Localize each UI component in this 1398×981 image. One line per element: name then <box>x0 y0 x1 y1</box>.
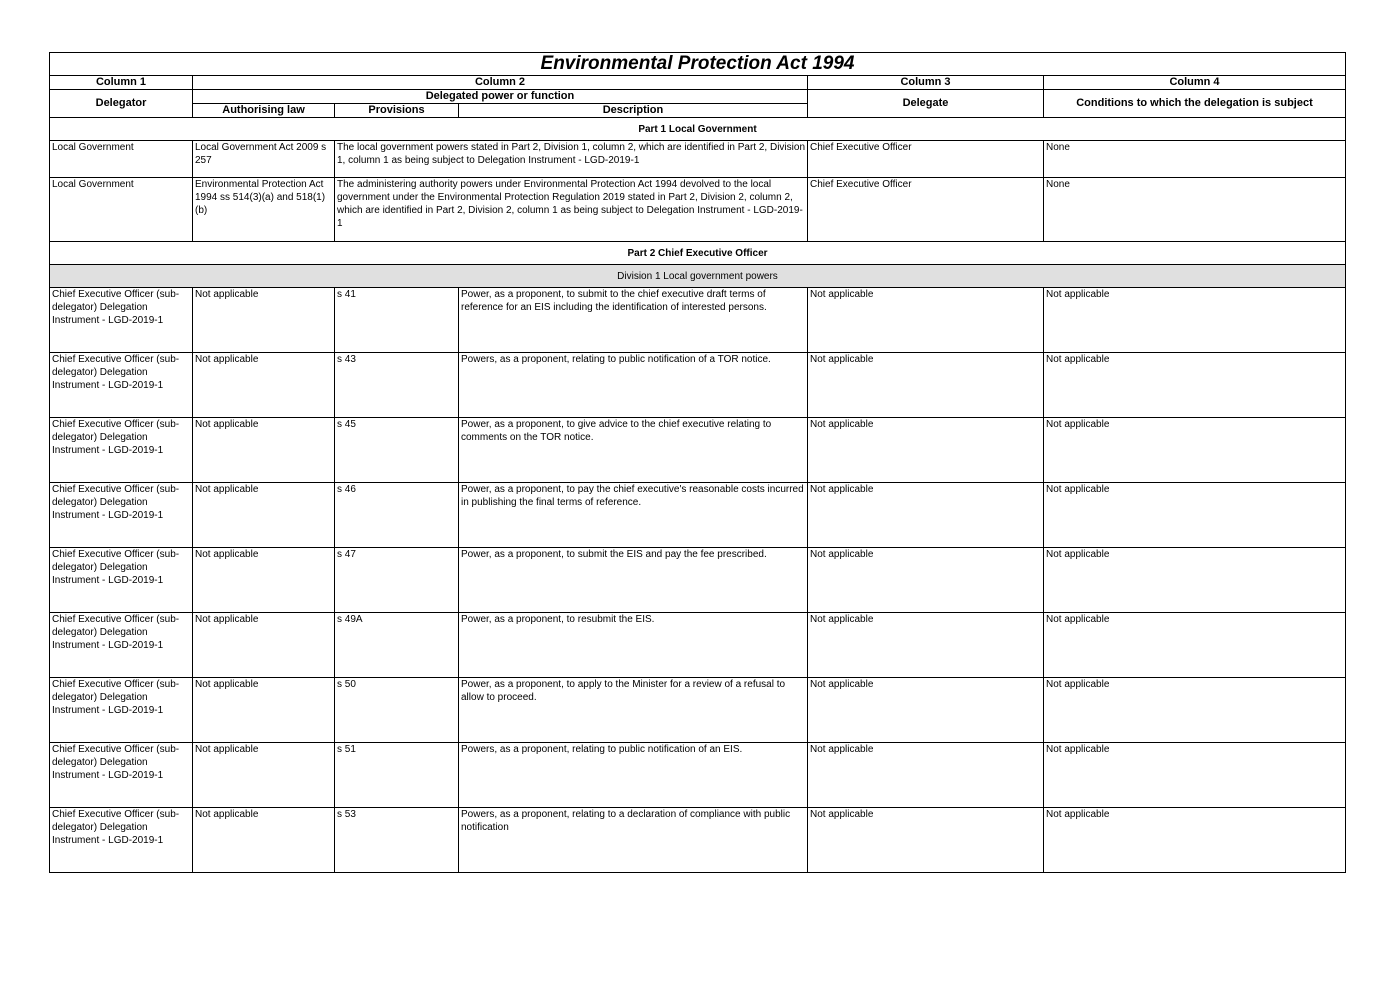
delegate-header: Delegate <box>808 90 1044 118</box>
conditions-header: Conditions to which the delegation is subject <box>1044 90 1346 118</box>
provision-cell: s 43 <box>335 353 459 418</box>
table-row <box>50 141 1346 178</box>
page-title: Environmental Protection Act 1994 <box>50 53 1346 76</box>
delegator-cell: Chief Executive Officer (sub-delegator) Delegation Instrument - LGD-2019-1 <box>50 548 193 613</box>
description-cell: Power, as a proponent, to resubmit the EIS. <box>459 613 808 678</box>
delegator-cell: Local Government <box>50 141 193 178</box>
authorising-law-cell: Not applicable <box>193 548 335 613</box>
delegate-cell: Not applicable <box>808 808 1044 873</box>
provision-cell: s 46 <box>335 483 459 548</box>
table-row <box>50 613 1346 678</box>
delegate-cell: Not applicable <box>808 678 1044 743</box>
provisions-header: Provisions <box>335 104 459 118</box>
delegate-cell: Not applicable <box>808 548 1044 613</box>
description-cell: Power, as a proponent, to pay the chief executive's reasonable costs incurred in publishing the final terms of reference. <box>459 483 808 548</box>
delegate-cell: Not applicable <box>808 483 1044 548</box>
conditions-cell: Not applicable <box>1044 288 1346 353</box>
provision-cell: s 50 <box>335 678 459 743</box>
delegator-cell: Chief Executive Officer (sub-delegator) Delegation Instrument - LGD-2019-1 <box>50 678 193 743</box>
provision-cell: s 51 <box>335 743 459 808</box>
delegator-header: Delegator <box>50 90 193 118</box>
authorising-law-cell: Not applicable <box>193 743 335 808</box>
provision-cell: s 47 <box>335 548 459 613</box>
authorising-law-cell: Not applicable <box>193 418 335 483</box>
provision-cell: s 45 <box>335 418 459 483</box>
part-2-heading: Part 2 Chief Executive Officer <box>50 242 1346 265</box>
table-row <box>50 418 1346 483</box>
provision-cell: s 41 <box>335 288 459 353</box>
authorising-law-header: Authorising law <box>193 104 335 118</box>
description-cell: The local government powers stated in Part 2, Division 1, column 2, which are identified in Part 2, Division 1, column 1 as being subject to Delegation Instrument - LGD-2019-1 <box>335 141 808 178</box>
conditions-cell: Not applicable <box>1044 678 1346 743</box>
authorising-law-cell: Environmental Protection Act 1994 ss 514(3)(a) and 518(1)(b) <box>193 178 335 242</box>
description-cell: Power, as a proponent, to apply to the Minister for a review of a refusal to allow to proceed. <box>459 678 808 743</box>
delegate-cell: Not applicable <box>808 613 1044 678</box>
description-cell: Power, as a proponent, to give advice to the chief executive relating to comments on the TOR notice. <box>459 418 808 483</box>
column-2-header: Column 2 <box>193 76 808 90</box>
delegated-power-header: Delegated power or function <box>193 90 808 104</box>
delegator-cell: Chief Executive Officer (sub-delegator) Delegation Instrument - LGD-2019-1 <box>50 483 193 548</box>
column-4-header: Column 4 <box>1044 76 1346 90</box>
conditions-cell: None <box>1044 141 1346 178</box>
authorising-law-cell: Not applicable <box>193 678 335 743</box>
authorising-law-cell: Not applicable <box>193 353 335 418</box>
delegator-cell: Local Government <box>50 178 193 242</box>
conditions-cell: Not applicable <box>1044 418 1346 483</box>
table-row <box>50 288 1346 353</box>
delegator-cell: Chief Executive Officer (sub-delegator) Delegation Instrument - LGD-2019-1 <box>50 613 193 678</box>
description-header: Description <box>459 104 808 118</box>
conditions-cell: Not applicable <box>1044 483 1346 548</box>
delegator-cell: Chief Executive Officer (sub-delegator) Delegation Instrument - LGD-2019-1 <box>50 743 193 808</box>
conditions-cell: Not applicable <box>1044 808 1346 873</box>
description-cell: Powers, as a proponent, relating to public notification of a TOR notice. <box>459 353 808 418</box>
conditions-cell: Not applicable <box>1044 548 1346 613</box>
delegate-cell: Not applicable <box>808 418 1044 483</box>
conditions-cell: Not applicable <box>1044 353 1346 418</box>
table-row <box>50 178 1346 242</box>
division-1-heading: Division 1 Local government powers <box>50 265 1346 288</box>
authorising-law-cell: Not applicable <box>193 808 335 873</box>
conditions-cell: None <box>1044 178 1346 242</box>
authorising-law-cell: Not applicable <box>193 288 335 353</box>
description-cell: Power, as a proponent, to submit to the chief executive draft terms of reference for an EIS including the identification of interested persons. <box>459 288 808 353</box>
column-1-header: Column 1 <box>50 76 193 90</box>
delegate-cell: Not applicable <box>808 288 1044 353</box>
table-row <box>50 678 1346 743</box>
delegator-cell: Chief Executive Officer (sub-delegator) Delegation Instrument - LGD-2019-1 <box>50 353 193 418</box>
delegation-table <box>49 52 1346 873</box>
delegate-cell: Not applicable <box>808 743 1044 808</box>
description-cell: The administering authority powers under Environmental Protection Act 1994 devolved to the local government under the Environmental Protection Regulation 2019 stated in Part 2, Division 2, column 2, which are identified in Part 2, Division 2, column 1 as being subject to Delegation Instrument - LGD-2019-1 <box>335 178 808 242</box>
delegator-cell: Chief Executive Officer (sub-delegator) Delegation Instrument - LGD-2019-1 <box>50 418 193 483</box>
delegator-cell: Chief Executive Officer (sub-delegator) Delegation Instrument - LGD-2019-1 <box>50 808 193 873</box>
description-cell: Power, as a proponent, to submit the EIS and pay the fee prescribed. <box>459 548 808 613</box>
part-1-heading: Part 1 Local Government <box>50 118 1346 141</box>
delegator-cell: Chief Executive Officer (sub-delegator) Delegation Instrument - LGD-2019-1 <box>50 288 193 353</box>
provision-cell: s 49A <box>335 613 459 678</box>
provision-cell: s 53 <box>335 808 459 873</box>
column-3-header: Column 3 <box>808 76 1044 90</box>
authorising-law-cell: Not applicable <box>193 483 335 548</box>
authorising-law-cell: Local Government Act 2009 s 257 <box>193 141 335 178</box>
conditions-cell: Not applicable <box>1044 613 1346 678</box>
table-row <box>50 548 1346 613</box>
authorising-law-cell: Not applicable <box>193 613 335 678</box>
table-row <box>50 353 1346 418</box>
description-cell: Powers, as a proponent, relating to public notification of an EIS. <box>459 743 808 808</box>
conditions-cell: Not applicable <box>1044 743 1346 808</box>
delegate-cell: Chief Executive Officer <box>808 178 1044 242</box>
description-cell: Powers, as a proponent, relating to a declaration of compliance with public notification <box>459 808 808 873</box>
table-row <box>50 483 1346 548</box>
delegate-cell: Not applicable <box>808 353 1044 418</box>
delegate-cell: Chief Executive Officer <box>808 141 1044 178</box>
table-row <box>50 808 1346 873</box>
table-row <box>50 743 1346 808</box>
